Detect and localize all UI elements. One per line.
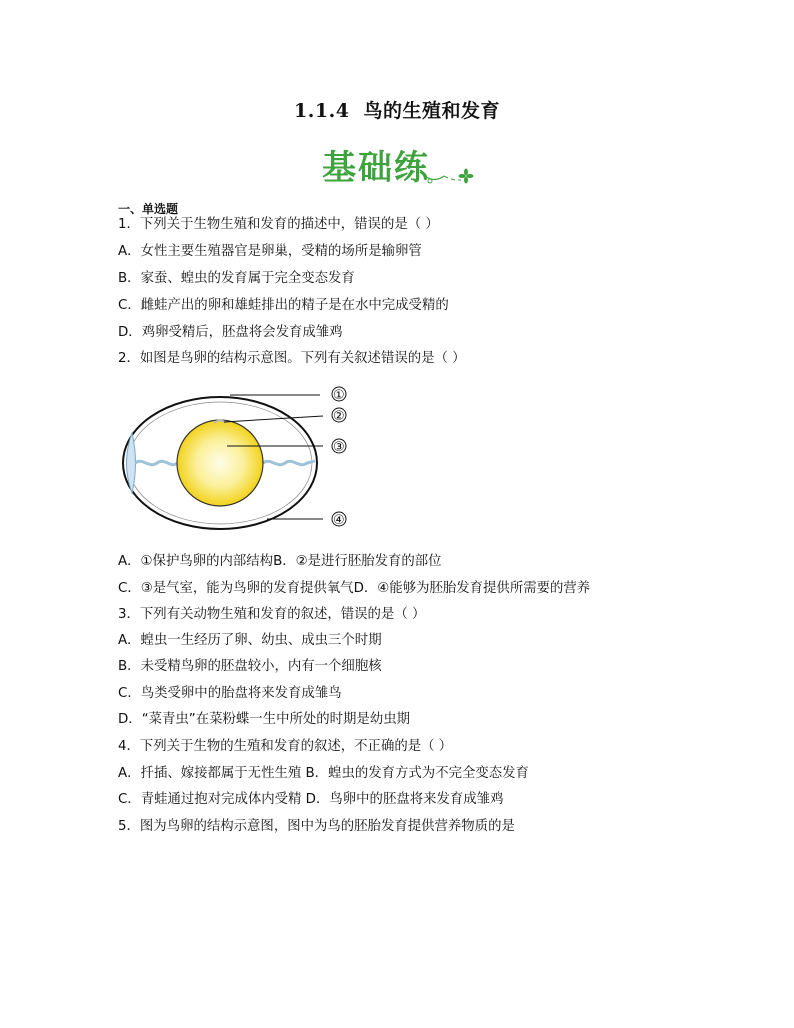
egg-yolk (177, 420, 263, 506)
question-3-stem: 3．下列有关动物生殖和发育的叙述，错误的是（ ） (118, 607, 426, 622)
question-4-options-ab: A．扦插、嫁接都属于无性生殖 B．蝗虫的发育方式为不完全变态发育 (118, 766, 529, 781)
question-3-option-a: A．蝗虫一生经历了卵、幼虫、成虫三个时期 (118, 633, 382, 648)
question-4-stem: 4．下列关于生物的生殖和发育的叙述，不正确的是（ ） (118, 739, 453, 754)
title-text: 鸟的生殖和发育 (363, 100, 500, 122)
title-number: 1.1.4 (294, 100, 350, 122)
question-3-option-d: D．“菜青虫”在菜粉蝶一生中所处的时期是幼虫期 (118, 712, 410, 727)
question-3-option-b: B．未受精鸟卵的胚盘较小，内有一个细胞核 (118, 659, 382, 674)
practice-banner (318, 140, 478, 192)
bird-egg-diagram (115, 383, 365, 533)
question-1-option-a: A．女性主要生殖器官是卵巢，受精的场所是输卵管 (118, 244, 422, 259)
question-2-stem: 2．如图是鸟卵的结构示意图。下列有关叙述错误的是（ ） (118, 351, 466, 366)
label-3: ③ (333, 440, 345, 455)
question-2-options-ab: A．①保护鸟卵的内部结构B．②是进行胚胎发育的部位 (118, 554, 442, 569)
label-4: ④ (333, 513, 345, 528)
question-3-option-c: C．鸟类受卵中的胎盘将来发育成雏鸟 (118, 686, 342, 701)
banner-text: 基础练 (322, 148, 430, 188)
label-2: ② (333, 409, 345, 424)
question-5-stem: 5．图为鸟卵的结构示意图，图中为鸟的胚胎发育提供营养物质的是 (118, 819, 515, 834)
vine-decoration-icon (418, 162, 474, 190)
question-1-option-c: C．雌蛙产出的卵和雄蛙排出的精子是在水中完成受精的 (118, 298, 449, 313)
question-1-stem: 1．下列关于生物生殖和发育的描述中，错误的是（ ） (118, 217, 439, 232)
question-1-option-b: B．家蚕、蝗虫的发育属于完全变态发育 (118, 271, 355, 286)
section-heading: 一、单选题 (118, 202, 179, 216)
question-4-options-cd: C．青蛙通过抱对完成体内受精 D．鸟卵中的胚盘将来发育成雏鸡 (118, 792, 504, 807)
page-title (0, 96, 794, 123)
question-1-option-d: D．鸡卵受精后，胚盘将会发育成雏鸡 (118, 325, 343, 340)
question-2-options-cd: C．③是气室，能为鸟卵的发育提供氧气D．④能够为胚胎发育提供所需要的营养 (118, 581, 591, 596)
label-1: ① (333, 388, 345, 403)
